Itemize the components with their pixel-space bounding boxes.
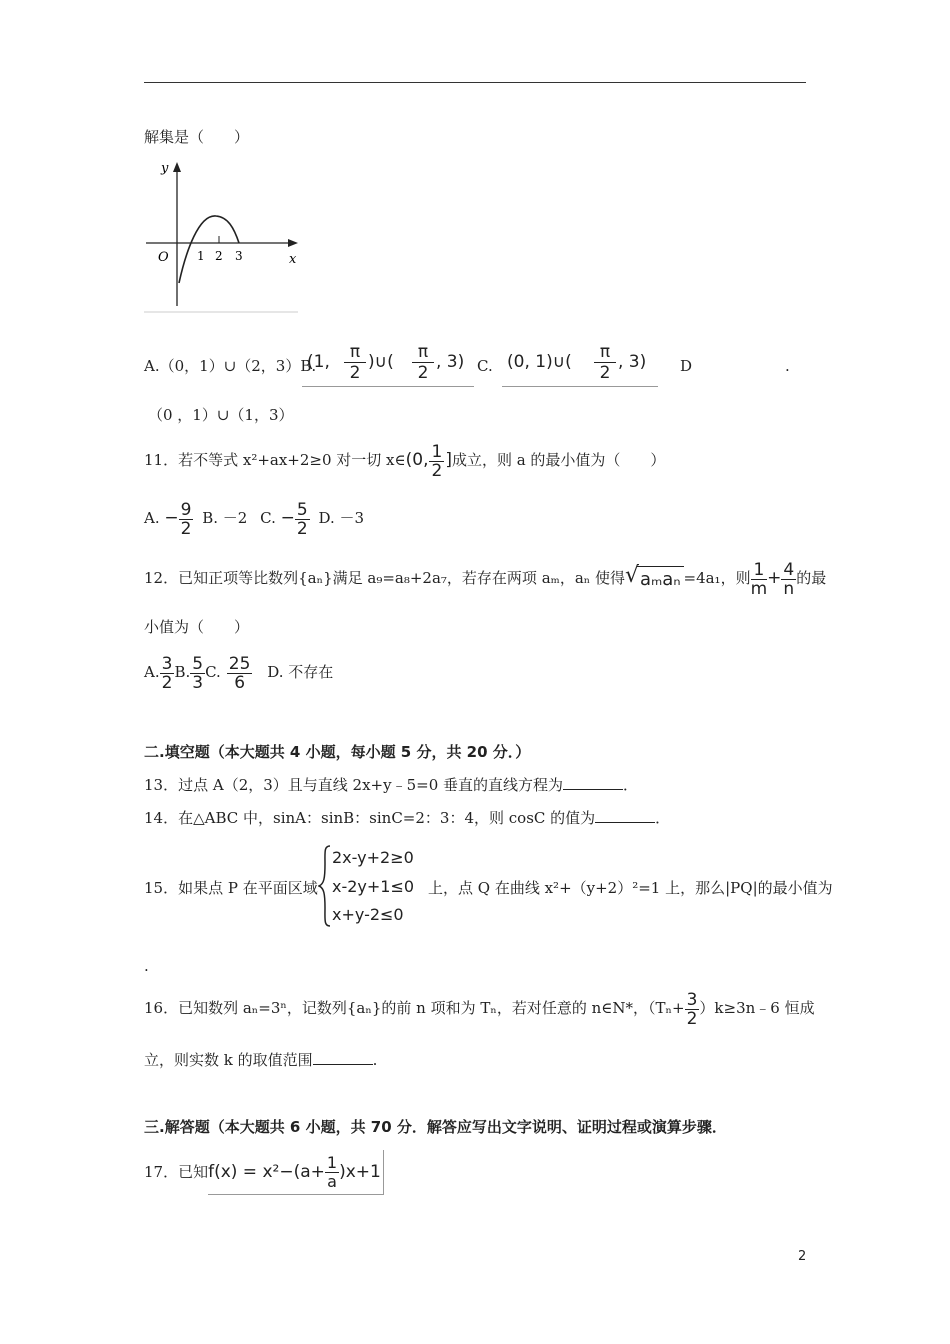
section-3-heading: 三.解答题（本大题共 6 小题，共 70 分．解答应写出文字说明、证明过程或演算步骤． [144, 1118, 727, 1136]
tick-2: 2 [215, 249, 223, 263]
header-rule [144, 82, 806, 83]
q12-options: A. $\frac{3}{2}$ B. $\frac{5}{3}$ C. $\frac{25}{6}$ D. 不存在 [144, 653, 334, 693]
x-axis-label: x [289, 252, 297, 267]
q16-stem: 16．已知数列 aₙ=3ⁿ，记数列{aₙ}的前 n 项和为 Tₙ，若对任意的 n∈N*，（Tₙ+ $\frac{3}{2}$ ）k≥3n﹣6 恒成 [144, 989, 815, 1029]
q12-option-b-fraction: $\frac{5}{3}$ [192, 653, 204, 693]
q17-stem: 17．已知f(x) = x²−(a+ $\frac{1}{a}$ )x+1 [144, 1150, 384, 1194]
tick-3: 3 [235, 249, 243, 263]
q12-fraction-4-n: $\frac{4}{n}$ [783, 559, 795, 599]
q12-sqrt: √ aₘaₙ [637, 566, 683, 593]
q12-option-c-fraction: $\frac{25}{6}$ [228, 653, 251, 693]
q10-option-d-label: D [680, 357, 693, 375]
q15-line2: . [144, 957, 149, 975]
origin-label: O [158, 250, 169, 265]
q15-inequality-system [318, 844, 428, 928]
left-brace-icon [318, 844, 332, 928]
cubic-graph [144, 156, 300, 314]
q10-option-b-formula: (1, π 2 )∪( π 2 , 3) [302, 342, 474, 387]
q15-text-pre: 15．如果点 P 在平面区域 [144, 879, 318, 897]
q11-stem: 11．若不等式 x²+ax+2≥0 对一切 x∈(0, $\frac{1}{2}$ ]成立，则 a 的最小值为（ ） [144, 441, 666, 481]
q10-option-a: A.（0，1）∪（2，3）B. [144, 357, 317, 375]
q14-text: 14．在△ABC 中，sinA：sinB：sinC=2：3：4，则 cosC 的值为 ． [144, 809, 671, 827]
q15-ineq-1: 2x-y+2≥0 [332, 848, 414, 867]
q13-answer-blank[interactable] [563, 775, 623, 790]
q12-fraction-1-m: $\frac{1}{m}$ [750, 559, 768, 599]
q10-tail-text: 解集是（ ） [144, 128, 250, 146]
q10-option-c-formula: (0, 1)∪( π 2 , 3) [502, 342, 658, 387]
q17-function-formula: f(x) = x²−(a+ $\frac{1}{a}$ )x+1 [208, 1150, 384, 1195]
q15-ineq-3: x+y-2≤0 [332, 905, 404, 924]
y-axis-label: y [161, 161, 169, 176]
q11-option-c-fraction: $\frac{5}{2}$ [296, 499, 308, 539]
q10-option-c-label: C. [477, 357, 493, 375]
section-2-heading: 二.填空题（本大题共 4 小题，每小题 5 分，共 20 分．） [144, 743, 531, 761]
q11-options: A. − $\frac{9}{2}$ B. －2 C. − $\frac{5}{2}$ D. －3 [144, 499, 365, 539]
q12-option-a-fraction: $\frac{3}{2}$ [161, 653, 173, 693]
q16-answer-blank[interactable] [313, 1050, 373, 1065]
q12-stem-line2: 小值为（ ） [144, 618, 250, 636]
q10-option-d-text: （0 ，1）∪（1，3） [148, 406, 294, 424]
q14-answer-blank[interactable] [595, 808, 655, 823]
q15-text-post: 上，点 Q 在曲线 x²+（y+2）²=1 上，那么|PQ|的最小值为 [428, 879, 833, 897]
q16-fraction: $\frac{3}{2}$ [686, 989, 698, 1029]
q15-ineq-2: x-2y+1≤0 [332, 877, 415, 896]
q13-text: 13．过点 A（2，3）且与直线 2x+y﹣5=0 垂直的直线方程为 ． [144, 776, 639, 794]
q11-option-a-fraction: $\frac{9}{2}$ [180, 499, 192, 539]
q16-line2: 立，则实数 k 的取值范围 . [144, 1051, 378, 1069]
page-number: 2 [798, 1249, 807, 1264]
graph-svg [144, 156, 300, 314]
tick-1: 1 [197, 249, 205, 263]
q10-option-d-dot: . [785, 357, 790, 375]
q12-stem: 12．已知正项等比数列{aₙ}满足 a₉=a₈+2a₇，若存在两项 aₘ，aₙ 使得 √ aₘaₙ =4a₁，则 $\frac{1}{m}$ + $\frac{4}{n}$ 的最 [144, 559, 827, 599]
